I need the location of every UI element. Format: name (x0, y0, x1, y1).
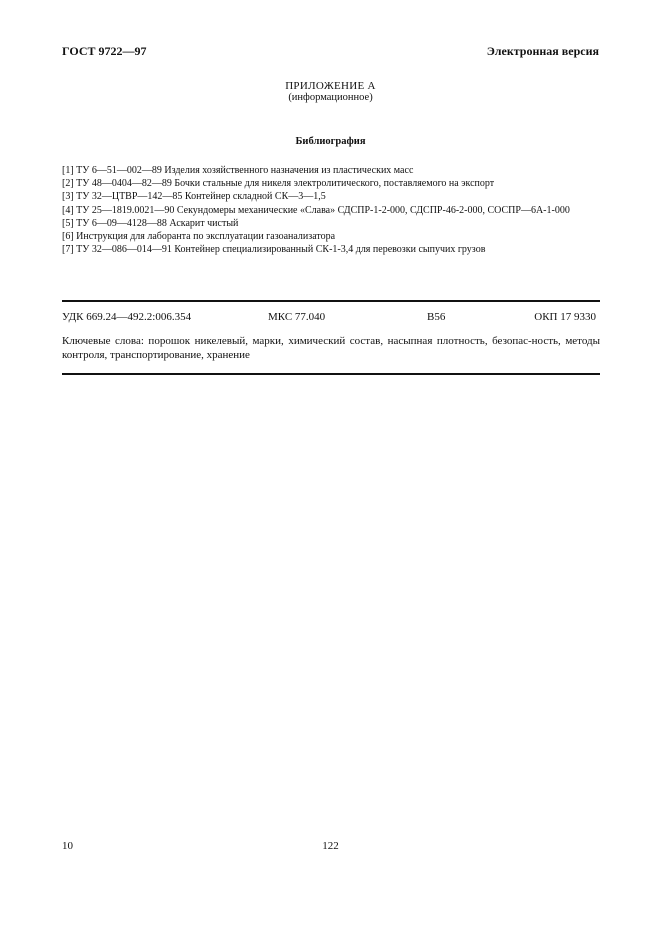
bottom-divider (62, 373, 600, 375)
okp-code: ОКП 17 9330 (534, 311, 596, 323)
group-code: В56 (427, 311, 446, 323)
page-number-center: 122 (322, 840, 339, 852)
page-number-left: 10 (62, 840, 73, 852)
bibliography-title: Библиография (295, 136, 366, 147)
bibliography-item: [7] ТУ 32—086—014—91 Контейнер специализированный СК-1-3,4 для перевозки сыпучих грузов (62, 244, 486, 256)
electronic-version-label: Электронная версия (486, 44, 599, 58)
bibliography-item: [4] ТУ 25—1819.0021—90 Секундомеры механические «Слава» СДСПР-1-2-000, СДСПР-46-2-000, СОСПР—6А-1-000 (62, 204, 570, 216)
document-standard-number: ГОСТ 9722—97 (62, 44, 147, 58)
bibliography-item: [2] ТУ 48—0404—82—89 Бочки стальные для никеля электролитического, поставляемого на экспорт (62, 178, 495, 190)
keywords-paragraph: Ключевые слова: порошок никелевый, марки, химический состав, насыпная плотность, безопас-ность, методы контроля, транспортирование, хранение (62, 335, 600, 361)
top-divider (62, 300, 600, 302)
udk-code: УДК 669.24—492.2:006.354 (62, 311, 192, 323)
appendix-subtitle: (информационное) (288, 92, 373, 103)
bibliography-item: [6] Инструкция для лаборанта по эксплуатации газоанализатора (62, 231, 336, 243)
bibliography-list (62, 164, 602, 256)
appendix-title: ПРИЛОЖЕНИЕ А (285, 80, 376, 92)
bibliography-item: [3] ТУ 32—ЦТВР—142—85 Контейнер складной СК—3—1,5 (62, 191, 326, 203)
bibliography-item: [1] ТУ 6—51—002—89 Изделия хозяйственного назначения из пластических масс (62, 165, 414, 176)
bibliography-item: [5] ТУ 6—09—4128—88 Аскарит чистый (62, 217, 239, 229)
mks-code: МКС 77.040 (268, 311, 326, 323)
